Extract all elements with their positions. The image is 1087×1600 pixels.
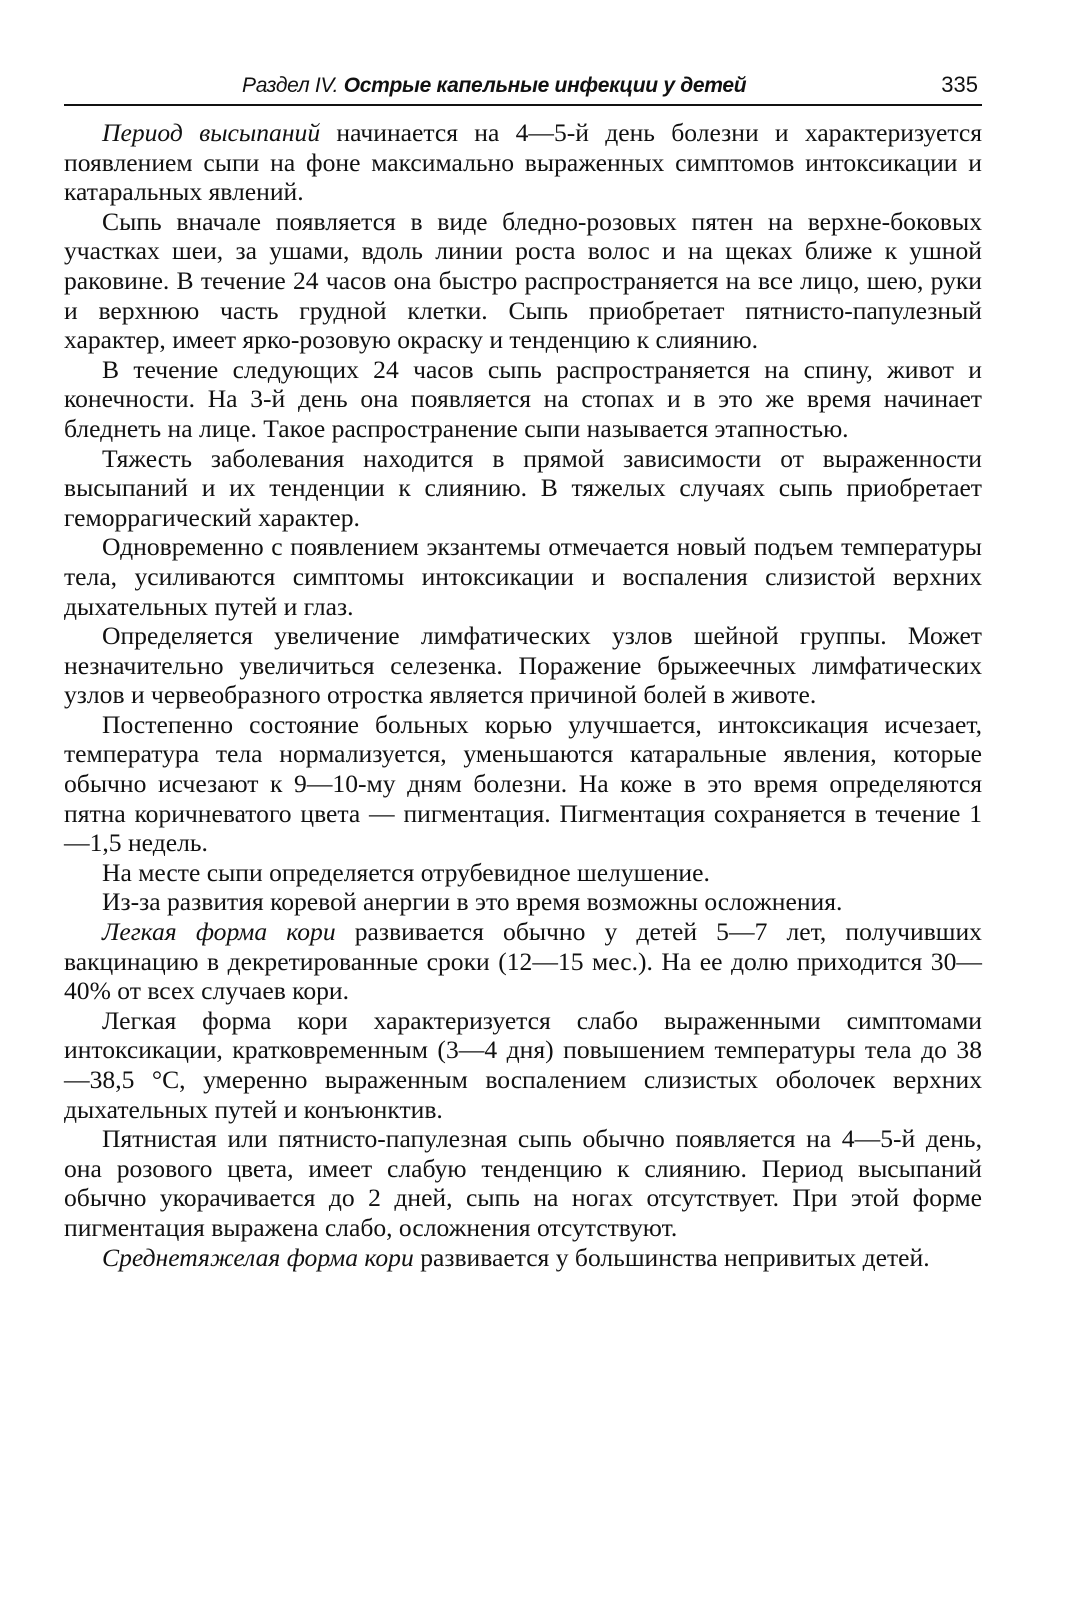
body-text: [64, 118, 982, 1272]
paragraph-rash-period: [64, 118, 982, 207]
paragraph-text: Тяжесть заболевания находится в прямой зависимости от выраженности высыпаний и их тенденции к слиянию. В тяжелых случаях сыпь приобретает геморрагический характер.: [64, 443, 982, 532]
section-heading: [242, 74, 746, 98]
paragraph-text: На месте сыпи определяется отрубевидное шелушение.: [102, 857, 710, 887]
page-number: 335: [941, 72, 978, 97]
paragraph-rash-spread: [64, 355, 982, 444]
italic-term: Период высыпаний: [102, 118, 321, 147]
paragraph-moderate-form: [64, 1243, 982, 1273]
paragraph-desquamation: [64, 858, 982, 888]
paragraph-text: Сыпь вначале появляется в виде бледно-розовых пятен на верхне-боковых участках шеи, за ушами, вдоль линии роста волос и на щеках ближе к ушной раковине. В течение 24 часов она быстро распространяется на все лицо, шею, руки и верхнюю часть грудной клетки. Сыпь приобретает пятнисто-папулезный характер, имеет ярко-розовую окраску и тенденцию к слиянию.: [64, 206, 982, 355]
paragraph-temperature: [64, 532, 982, 621]
paragraph-mild-form: [64, 917, 982, 1006]
paragraph-mild-form-symptoms: [64, 1006, 982, 1124]
paragraph-recovery: [64, 710, 982, 858]
paragraph-text: Легкая форма кори характеризуется слабо выраженными симптомами интоксикации, кратковременным (3—4 дня) повышением температуры тела до 38—38,5 °С, умеренно выраженным воспалением слизистых оболочек верхних дыхательных путей и конъюнктив.: [64, 1005, 982, 1124]
paragraph-severity: [64, 444, 982, 533]
italic-term: Легкая форма кори: [102, 917, 336, 947]
paragraph-text: Определяется увеличение лимфатических узлов шейной группы. Может незначительно увеличиться селезенка. Поражение брыжеечных лимфатических узлов и червеобразного отростка является причиной болей в животе.: [64, 621, 982, 710]
paragraph-lymph-nodes: [64, 621, 982, 710]
book-page: [64, 68, 982, 1272]
section-title: Острые капельные инфекции у детей: [343, 74, 747, 97]
paragraph-rash-appearance: [64, 207, 982, 355]
paragraph-text: Постепенно состояние больных корью улучшается, интоксикация исчезает, температура тела нормализуется, уменьшаются катаральные явления, которые обычно исчезают к 9—10-му дням болезни. На коже в это время определяются пятна коричневатого цвета — пигментация. Пигментация сохраняется в течение 1—1,5 недель.: [64, 709, 982, 858]
paragraph-text: начинается на 4—5-й день болезни и характеризуется появлением сыпи на фоне максимально выраженных симптомов интоксикации и катаральных явлений.: [64, 118, 982, 207]
paragraph-mild-form-rash: [64, 1124, 982, 1242]
italic-term: Среднетяжелая форма кори: [102, 1242, 414, 1272]
paragraph-text: Пятнистая или пятнисто-папулезная сыпь обычно появляется на 4—5-й день, она розового цвета, имеет слабую тенденцию к слиянию. Период высыпаний обычно укорачивается до 2 дней, сыпь на ногах отсутствует. При этой форме пигментация выражена слабо, осложнения отсутствуют.: [64, 1124, 982, 1242]
paragraph-text: развивается у большинства непривитых детей.: [420, 1242, 930, 1272]
section-prefix: Раздел IV.: [242, 74, 339, 97]
paragraph-text: развивается обычно у детей 5—7 лет, получивших вакцинацию в декретированные сроки (12—15 мес.). На ее долю приходится 30—40% от всех случаев кори.: [64, 917, 982, 1006]
paragraph-complications: [64, 887, 982, 917]
running-header: [64, 68, 982, 106]
paragraph-text: Одновременно с появлением экзантемы отмечается новый подъем температуры тела, усиливаются симптомы интоксикации и воспаления слизистой верхних дыхательных путей и глаз.: [64, 532, 982, 621]
paragraph-text: Из-за развития коревой анергии в это время возможны осложнения.: [102, 887, 843, 917]
paragraph-text: В течение следующих 24 часов сыпь распространяется на спину, живот и конечности. На 3-й день она появляется на стопах и в это же время начинает бледнеть на лице. Такое распространение сыпи называется этапностью.: [64, 354, 982, 443]
